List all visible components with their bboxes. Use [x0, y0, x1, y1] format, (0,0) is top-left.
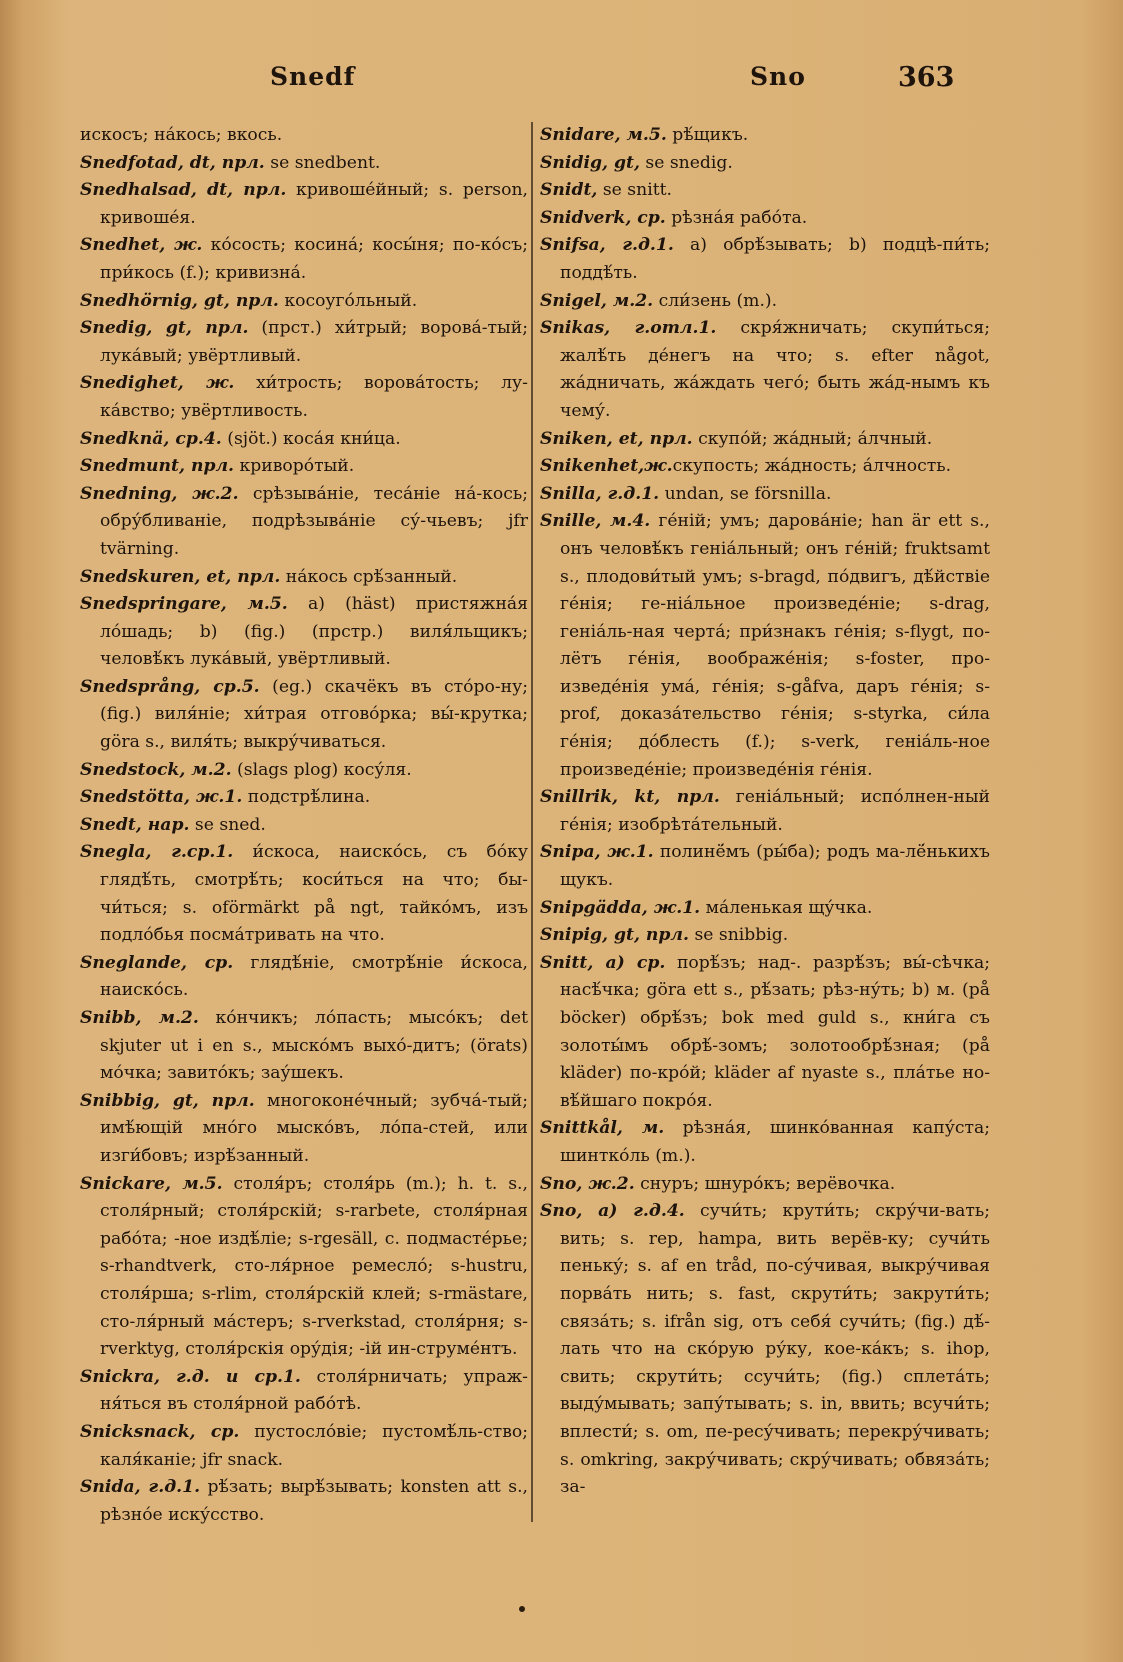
entry-headword: Snidt,: [540, 180, 598, 201]
dictionary-entry: [540, 177, 990, 205]
dictionary-entry: [540, 426, 990, 454]
dictionary-entry: [80, 591, 528, 674]
entry-text: искосъ; на́кось; вкось.: [80, 125, 283, 145]
entry-text: se snitt.: [597, 180, 672, 201]
entry-grammar: dt, прл.: [183, 152, 265, 173]
running-header: [0, 62, 1123, 102]
dictionary-entry: [80, 674, 528, 757]
entry-grammar: et, прл.: [612, 428, 693, 449]
dictionary-entry: [80, 1474, 528, 1529]
entry-text: рѣзна́я, шинко́ванная капу́ста; шинтко́ль (m.).: [560, 1118, 991, 1166]
entry-grammar: ж.1.: [647, 897, 701, 918]
entry-text: криворо́тый.: [234, 456, 355, 477]
dictionary-entry: [80, 481, 528, 564]
entry-headword: Sneglande,: [80, 952, 187, 973]
entry-headword: Snedfotad,: [80, 152, 184, 173]
entry-text: на́кось срѣ́занный.: [280, 566, 458, 587]
footer-ornament: [519, 1606, 525, 1612]
entry-headword: Snedt,: [80, 814, 142, 835]
entry-headword: Snitt,: [540, 952, 594, 973]
entry-grammar: м.4.: [601, 511, 651, 532]
dictionary-entry: [80, 1088, 528, 1171]
dictionary-entry: [80, 1005, 528, 1088]
dictionary-entry: [540, 839, 990, 894]
entry-text: столя́ръ; столя́рь (m.); h. t. s., столя́рный; столя́рскій; s-rarbete, столя́рная рабо́та; -ное издѣ́ліе; s-rgesäll, с. подмасте́рье; s-rhandtverk, сто-ля́рное ремесло́; s-hustru, столя́рша; s-rlim, столя́рскій клей; s-rmästare, сто-ля́рный ма́стеръ; s-rverkstad, столя́рня; s-rverktyg, столя́рскія ору́дія; -ій ин-струме́нтъ.: [100, 1173, 528, 1360]
dictionary-entry: [80, 839, 528, 949]
entry-headword: Snittkål,: [540, 1118, 623, 1139]
entry-headword: Snedig,: [80, 318, 153, 339]
page-number: 363: [898, 62, 955, 93]
entry-text: ге́ній; умъ; дарова́ніе; han är ett s., онъ человѣ́къ геніа́льный; онъ ге́ній; fruktsamt s., плодови́тый умъ; s-bragd, по́двигъ, дѣ́йствіе ге́нія; ге-ніа́льное произведе́ніе; s-drag, геніа́ль-ная черта́; при́знакъ ге́нія; s-flygt, по-лётъ ге́нія, воображе́нія; s-foster, про-изведе́нія ума́, ге́нія; s-gåfva, даръ ге́нія; s-prof, доказа́тельство ге́нія; s-styrka, си́ла ге́нія; до́блесть (f.); s-verk, геніа́ль-ное произведе́ніе; произведе́нія ге́нія.: [560, 511, 990, 780]
entry-text: рѣ́зать; вырѣ́зывать; konsten att s., рѣзно́е иску́сство.: [100, 1477, 528, 1525]
entry-text: многоконе́чный; зубча́-тый; имѣ́ющій мно́го мыско́въ, ло́па-стей, или изги́бовъ; изрѣ́занный.: [100, 1090, 528, 1166]
entry-grammar: ж.1.: [600, 842, 654, 863]
entry-grammar: нар.: [141, 814, 190, 835]
entry-text: порѣ́зъ; над-. разрѣ́зъ; вы́-сѣчка; насѣ́чка; göra ett s., рѣ́зать; рѣз-ну́ть; b) м. (på böcker) обрѣ́зъ; bok med guld s., кни́га съ золоты́мъ обрѣ́-зомъ; золотообрѣ́зная; (på kläder) по-кро́й; kläder af nyaste s., пла́тье но-вѣ́йшаго покро́я.: [560, 952, 991, 1111]
entry-text: a) обрѣ́зывать; b) подцѣ-пи́ть; поддѣ́ть.: [560, 235, 991, 283]
entry-grammar: ср.: [631, 207, 666, 228]
entry-grammar: kt, прл.: [617, 787, 720, 808]
entry-headword: Snedstock,: [80, 759, 186, 780]
entry-text: рѣ́щикъ.: [666, 125, 749, 145]
entry-text: срѣзыва́ніе, теса́ніе на́-кось; обру́бливаніе, подрѣзыва́ніе су́-чьевъ; jfr tvärning.: [100, 483, 528, 559]
dictionary-entry: [540, 508, 990, 784]
entry-text: (sjöt.) коса́я кни́ца.: [221, 428, 401, 449]
dictionary-entry: [540, 950, 990, 1116]
right-column: [540, 122, 990, 1502]
entry-grammar: a) г.д.4.: [582, 1201, 685, 1222]
entry-headword: Snickare,: [80, 1173, 171, 1194]
column-divider: [531, 122, 533, 1522]
dictionary-entry: [80, 812, 528, 840]
dictionary-entry: [540, 1198, 990, 1502]
entry-grammar: ж.: [644, 456, 673, 477]
entry-headword: Snipig,: [540, 925, 608, 946]
right-running-head: Sno: [750, 62, 806, 91]
entry-text: сли́зень (m.).: [653, 290, 778, 311]
entry-headword: Snillrik,: [540, 787, 618, 808]
dictionary-entry: [540, 122, 990, 150]
dictionary-entry: [80, 1419, 528, 1474]
entry-grammar: ж.2.: [177, 483, 239, 504]
entry-headword: Snickra,: [80, 1366, 160, 1387]
entry-grammar: gt,: [608, 152, 640, 173]
dictionary-entry: [80, 757, 528, 785]
entry-headword: Snille,: [540, 511, 602, 532]
dictionary-entry: [80, 122, 528, 150]
entry-text: и́скоса, наиско́сь, съ бо́ку глядѣ́ть, смотрѣ́ть; коси́ться на что; бы-чи́ться; s. oförmärkt på ngt, тайко́мъ, изъ подло́бья посма́тривать на что.: [100, 842, 529, 946]
left-running-head: Snedf: [270, 62, 356, 91]
entry-text: глядѣ́ніе, смотрѣ́ніе и́скоса, наиско́сь.: [100, 952, 529, 1001]
entry-headword: Sniken,: [540, 428, 613, 449]
entry-grammar: м.2.: [606, 290, 654, 311]
entry-headword: Snedskuren,: [80, 566, 201, 587]
entry-text: косоуго́льный.: [278, 290, 418, 311]
dictionary-entry: [80, 315, 528, 370]
entry-text: ко́сость; косина́; косы́ня; по-ко́съ; при́кось (f.); кривизна́.: [100, 235, 528, 283]
entry-headword: Snilla,: [540, 483, 602, 504]
entry-text: скупость; жа́дность; а́лчность.: [672, 456, 952, 477]
dictionary-entry: [540, 895, 990, 923]
entry-headword: Snedhörnig,: [80, 290, 198, 311]
entry-text: кривоше́йный; s. person, кривоше́я.: [100, 180, 528, 228]
entry-headword: Snedhalsad,: [80, 180, 197, 201]
entry-text: рѣзна́я рабо́та.: [665, 207, 808, 228]
entry-text: скря́жничать; скупи́ться; жалѣ́ть де́негъ на что; s. efter något, жа́дничать, жа́ждать чего́; быть жа́д-нымъ къ чему́.: [560, 318, 990, 421]
entry-text: сучи́ть; крути́ть; скру́чи-вать; вить; s. rep, hampa, вить верёв-ку; сучи́ть пеньку́; s. af en tråd, по-су́чивая, выкру́чивая порва́ть нить; s. fast, скрути́ть; закрути́ть; связа́ть; s. ifrån sig, отъ себя́ сучи́ть; (fig.) дѣ́-лать что на ско́рую ру́ку, кое-ка́къ; s. ihop, свить; скрути́ть; ссучи́ть; (fig.) сплета́ть; выду́мывать; запу́тывать; s. in, ввить; всучи́ть; вплести́; s. om, пе-ресу́чивать; перекру́чивать; s. omkring, закру́чивать; скру́чивать; обвяза́ть; за-: [560, 1201, 990, 1498]
entry-headword: Snedning,: [80, 483, 178, 504]
entry-headword: Snikenhet,: [540, 456, 645, 477]
entry-headword: Snikas,: [540, 318, 611, 339]
entry-grammar: ср.4.: [169, 428, 222, 449]
entry-headword: Snidare,: [540, 125, 621, 145]
entry-grammar: г.д.1.: [605, 235, 674, 256]
entry-grammar: г.д. и ср.1.: [160, 1366, 301, 1387]
entry-grammar: ж.2.: [582, 1173, 635, 1194]
entry-text: снуръ; шнуро́къ; верёвочка.: [634, 1173, 896, 1194]
entry-grammar: ж.: [183, 373, 235, 394]
entry-grammar: gt, прл.: [152, 318, 249, 339]
entry-grammar: м.2.: [141, 1008, 199, 1028]
dictionary-entry: [540, 453, 990, 481]
dictionary-entry: [80, 564, 528, 592]
entry-grammar: г.д.1.: [601, 483, 660, 504]
entry-grammar: ср.: [195, 1421, 240, 1442]
entry-text: скупо́й; жа́дный; а́лчный.: [692, 428, 933, 449]
entry-text: ма́ленькая щу́чка.: [700, 897, 873, 918]
entry-text: ко́нчикъ; ло́пасть; мысо́къ; det skjuter ut i en s., мыско́мъ выхо́-дитъ; (örats) мо́чка; завито́къ; зау́шекъ.: [100, 1008, 528, 1084]
entry-text: полинё́мъ (ры́ба); родъ ма-лё́нькихъ щукъ.: [560, 842, 990, 891]
entry-grammar: г.отл.1.: [610, 318, 717, 339]
entry-text: (прст.) хи́трый; ворова́-тый; лука́вый; увёртливый.: [100, 318, 528, 366]
entry-grammar: ж.1.: [189, 787, 243, 808]
dictionary-entry: [80, 1171, 528, 1364]
entry-text: геніа́льный; испо́лнен-ный ге́нія; изобрѣта́тельный.: [560, 787, 990, 835]
entry-grammar: г.д.1.: [140, 1477, 201, 1498]
entry-headword: Sno,: [540, 1173, 583, 1194]
entry-text: a) (häst) пристяжна́я ло́шадь; b) (fig.) (прстр.) виля́льщикъ; человѣ́къ лука́вый, увёртливый.: [100, 594, 528, 670]
entry-text: se snedig.: [639, 152, 733, 173]
entry-text: se sned.: [189, 814, 266, 835]
entry-headword: Snedsprång,: [80, 676, 201, 697]
dictionary-entry: [540, 315, 990, 425]
entry-text: undan, se försnilla.: [659, 483, 832, 504]
dictionary-entry: [540, 481, 990, 509]
dictionary-entry: [80, 177, 528, 232]
entry-grammar: м.5.: [170, 1173, 223, 1194]
entry-grammar: et, прл.: [200, 566, 281, 587]
dictionary-entry: [80, 950, 528, 1005]
entry-text: se snibbig.: [689, 925, 789, 946]
entry-headword: Snedhet,: [80, 235, 166, 256]
dictionary-entry: [80, 453, 528, 481]
entry-headword: Snegla,: [80, 842, 152, 863]
entry-grammar: gt, прл.: [197, 290, 279, 311]
entry-headword: Snipgädda,: [540, 897, 648, 918]
entry-headword: Sno,: [540, 1201, 583, 1222]
entry-headword: Snedmunt,: [80, 456, 185, 477]
entry-grammar: dt, прл.: [196, 180, 287, 201]
entry-headword: Snidig,: [540, 152, 608, 173]
entry-grammar: gt, прл.: [608, 925, 689, 946]
dictionary-entry: [540, 784, 990, 839]
entry-headword: Snedighet,: [80, 373, 184, 394]
entry-headword: Snedstötta,: [80, 787, 190, 808]
entry-headword: Snipa,: [540, 842, 601, 863]
entry-headword: Snicksnack,: [80, 1421, 196, 1442]
entry-grammar: м.5.: [226, 594, 288, 615]
dictionary-entry: [80, 370, 528, 425]
dictionary-entry: [80, 426, 528, 454]
dictionary-entry: [80, 232, 528, 287]
entry-headword: Snibb,: [80, 1008, 142, 1028]
dictionary-entry: [540, 1171, 990, 1199]
entry-grammar: м.5.: [620, 125, 667, 145]
entry-headword: Snigel,: [540, 290, 607, 311]
dictionary-entry: [540, 1115, 990, 1170]
dictionary-entry: [540, 150, 990, 178]
entry-headword: Snibbig,: [80, 1090, 161, 1111]
dictionary-entry: [80, 288, 528, 316]
dictionary-entry: [80, 150, 528, 178]
entry-grammar: прл.: [184, 456, 235, 477]
entry-text: (slags plog) косу́ля.: [231, 759, 412, 780]
dictionary-entry: [540, 288, 990, 316]
dictionary-entry: [80, 784, 528, 812]
entry-headword: Snifsa,: [540, 235, 606, 256]
entry-headword: Snidverk,: [540, 207, 632, 228]
entry-grammar: ср.: [186, 952, 234, 973]
dictionary-entry: [540, 232, 990, 287]
entry-headword: Snida,: [80, 1477, 141, 1498]
entry-text: столя́рничать; упраж-ня́ться въ столя́рной рабо́тѣ.: [100, 1366, 528, 1415]
entry-grammar: gt, прл.: [160, 1090, 255, 1111]
dictionary-entry: [540, 922, 990, 950]
entry-grammar: г.ср.1.: [151, 842, 234, 863]
entry-text: подстрѣ́лина.: [242, 787, 371, 808]
entry-text: se snedbent.: [264, 152, 381, 173]
entry-grammar: м.: [622, 1118, 665, 1139]
entry-text: хи́трость; ворова́тость; лу-ка́вство; увёртливость.: [100, 373, 528, 421]
entry-grammar: ж.: [165, 235, 203, 256]
dictionary-entry: [80, 1364, 528, 1419]
entry-headword: Snedspringare,: [80, 594, 227, 615]
entry-grammar: м.2.: [185, 759, 232, 780]
entry-grammar: ср.5.: [200, 676, 260, 697]
entry-text: (eg.) скачёкъ въ сто́ро-ну; (fig.) виля́ніе; хи́трая отгово́рка; вы́-крутка; göra s., виля́ть; выкру́чиваться.: [100, 676, 528, 753]
entry-text: пустосло́віе; пустомѣ́ль-ство; каля́каніе; jfr snack.: [100, 1421, 529, 1470]
left-column: [80, 122, 528, 1529]
entry-grammar: a) ср.: [593, 952, 666, 973]
entry-headword: Snedknä,: [80, 428, 170, 449]
dictionary-entry: [540, 205, 990, 233]
